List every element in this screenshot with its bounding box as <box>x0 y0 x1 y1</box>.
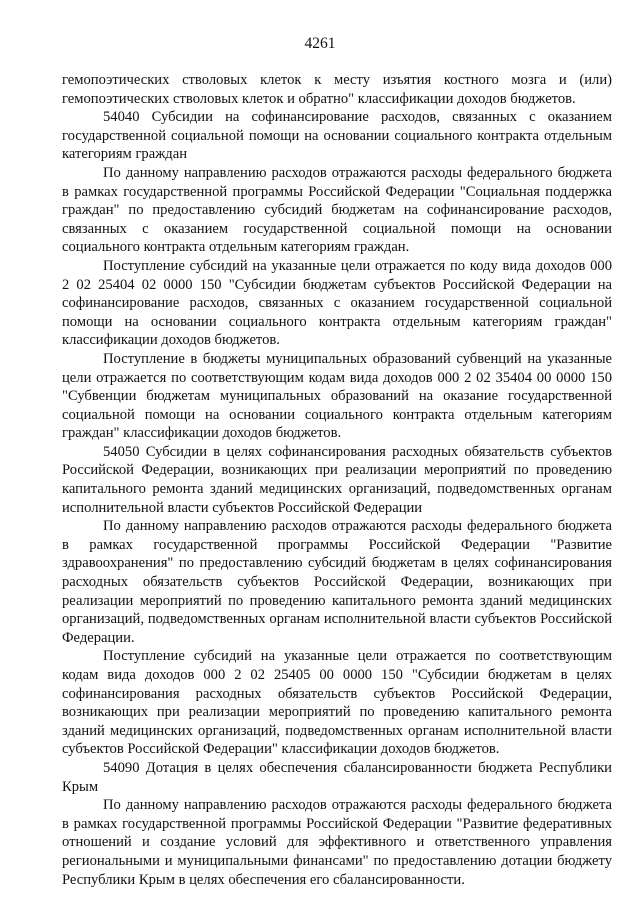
paragraph-54090-expenses: По данному направлению расходов отражаются расходы федерального бюджета в рамках государственной программы Российской Федерации "Развитие федеративных отношений и создание условий для эффективного и ответственного управления региональными и муниципальными финансами" по предоставлению дотации бюджету Республики Крым в целях обеспечения его сбалансированности. <box>62 797 612 888</box>
paragraph-continuation: гемопоэтических стволовых клеток к месту изъятия костного мозга и (или) гемопоэтических стволовых клеток и обратно" классификации доходов бюджетов. <box>62 72 612 107</box>
paragraph-54040-subsidies-income: Поступление субсидий на указанные цели отражается по коду вида доходов 000 2 02 25404 02 0000 150 "Субсидии бюджетам субъектов Российской Федерации на софинансирование расходов, связанных с оказанием государственной социальной помощи на основании социального контракта отдельным категориям граждан" классификации доходов бюджетов. <box>62 257 612 349</box>
paragraph-54050-expenses: По данному направлению расходов отражаются расходы федерального бюджета в рамках государственной программы Российской Федерации "Развитие здравоохранения" по предоставлению субсидий бюджетам в целях софинансирования расходных обязательств субъектов Российской Федерации, возникающих при реализации мероприятий по проведению капитального ремонта зданий медицинских организаций, подведомственных органам исполнительной власти субъектов Российской Федерации. <box>62 518 612 646</box>
document-body <box>62 71 612 889</box>
heading-54050: 54050 Субсидии в целях софинансирования расходных обязательств субъектов Российской Федерации, возникающих при реализации мероприятий по проведению капитального ремонта зданий медицинских организаций, подведомственных органам исполнительной власти субъектов Российской Федерации <box>62 443 612 516</box>
heading-54090: 54090 Дотация в целях обеспечения сбалансированности бюджета Республики Крым <box>62 759 612 795</box>
paragraph-54040-expenses: По данному направлению расходов отражаются расходы федерального бюджета в рамках государственной программы Российской Федерации "Социальная поддержка граждан" по предоставлению субсидий бюджетам на софинансирование расходов, связанных с оказанием государственной социальной помощи на основании социального контракта отдельным категориям граждан. <box>62 164 612 256</box>
paragraph-54050-income: Поступление субсидий на указанные цели отражается по соответствующим кодам вида доходов 000 2 02 25405 00 0000 150 "Субсидии бюджетам в целях софинансирования расходных обязательств субъектов Российской Федерации, возникающих при реализации мероприятий по проведению капитального ремонта зданий медицинских организаций, подведомственных органам исполнительной власти субъектов Российской Федерации" классификации доходов бюджетов. <box>62 648 612 758</box>
heading-54040: 54040 Субсидии на софинансирование расходов, связанных с оказанием государственной социальной помощи на основании социального контракта отдельным категориям граждан <box>62 109 612 163</box>
page-number: 4261 <box>304 35 336 52</box>
paragraph-54040-subventions-income: Поступление в бюджеты муниципальных образований субвенций на указанные цели отражается по соответствующим кодам вида доходов 000 2 02 35404 00 0000 150 "Субвенции бюджетам муниципальных образований на оказание государственной социальной помощи на основании социального контракта отдельным категориям граждан" классификации доходов бюджетов. <box>62 350 612 442</box>
